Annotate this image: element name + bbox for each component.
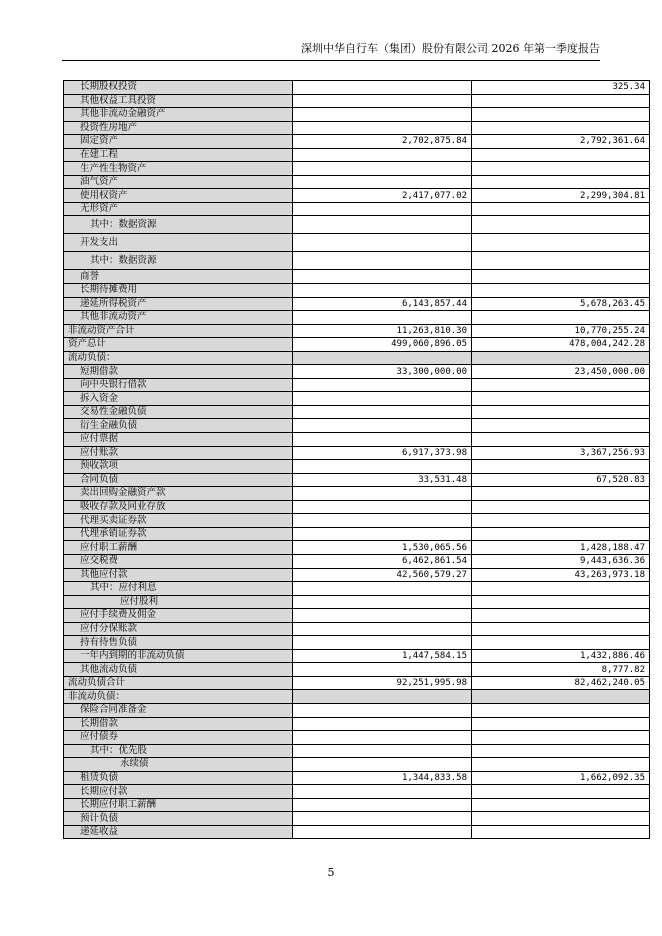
row-label: 应付股利 <box>64 595 293 609</box>
table-row <box>64 108 650 122</box>
row-label: 合同负债 <box>64 473 293 487</box>
prior-period-value <box>472 94 650 108</box>
prior-period-value <box>472 798 650 812</box>
current-period-value: 42,560,579.27 <box>293 568 472 582</box>
balance-sheet-body <box>64 81 650 839</box>
table-row <box>64 405 650 419</box>
row-label: 应付票据 <box>64 433 293 447</box>
table-row <box>64 527 650 541</box>
prior-period-value <box>472 744 650 758</box>
prior-period-value <box>472 636 650 650</box>
current-period-value: 33,531.48 <box>293 473 472 487</box>
row-label: 应付账款 <box>64 446 293 460</box>
table-row <box>64 554 650 568</box>
prior-period-value <box>472 825 650 839</box>
prior-period-value: 23,450,000.00 <box>472 365 650 379</box>
current-period-value <box>293 162 472 176</box>
table-row <box>64 500 650 514</box>
row-label: 短期借款 <box>64 365 293 379</box>
table-row <box>64 351 650 365</box>
table-row <box>64 162 650 176</box>
prior-period-value <box>472 703 650 717</box>
prior-period-value <box>472 460 650 474</box>
prior-period-value <box>472 270 650 284</box>
prior-period-value: 67,520.83 <box>472 473 650 487</box>
row-label: 保险合同准备金 <box>64 703 293 717</box>
prior-period-value <box>472 202 650 216</box>
table-row <box>64 460 650 474</box>
table-row <box>64 663 650 677</box>
table-row <box>64 785 650 799</box>
table-row <box>64 595 650 609</box>
current-period-value <box>293 758 472 772</box>
row-label: 代理承销证券款 <box>64 527 293 541</box>
prior-period-value <box>472 175 650 189</box>
prior-period-value: 43,263,973.18 <box>472 568 650 582</box>
prior-period-value: 8,777.82 <box>472 663 650 677</box>
row-label: 应交税费 <box>64 554 293 568</box>
current-period-value <box>293 284 472 298</box>
table-row <box>64 81 650 95</box>
current-period-value <box>293 582 472 596</box>
row-label: 长期借款 <box>64 717 293 731</box>
page-number: 5 <box>327 866 335 879</box>
current-period-value: 6,917,373.98 <box>293 446 472 460</box>
table-row <box>64 175 650 189</box>
current-period-value <box>293 252 472 270</box>
table-row <box>64 378 650 392</box>
row-label: 生产性生物资产 <box>64 162 293 176</box>
current-period-value <box>293 663 472 677</box>
row-label: 其中：应付利息 <box>64 582 293 596</box>
table-row <box>64 324 650 338</box>
current-period-value <box>293 311 472 325</box>
table-row <box>64 365 650 379</box>
current-period-value <box>293 514 472 528</box>
row-label: 应付分保账款 <box>64 622 293 636</box>
table-row <box>64 514 650 528</box>
row-label: 吸收存款及同业存放 <box>64 500 293 514</box>
current-period-value <box>293 785 472 799</box>
current-period-value <box>293 234 472 252</box>
current-period-value <box>293 825 472 839</box>
row-label: 应付债券 <box>64 731 293 745</box>
current-period-value <box>293 595 472 609</box>
table-row <box>64 731 650 745</box>
prior-period-value: 325.34 <box>472 81 650 95</box>
table-row <box>64 234 650 252</box>
prior-period-value <box>472 514 650 528</box>
row-label: 租赁负债 <box>64 771 293 785</box>
table-row <box>64 311 650 325</box>
table-row <box>64 148 650 162</box>
current-period-value: 11,263,810.30 <box>293 324 472 338</box>
prior-period-value: 478,004,242.28 <box>472 338 650 352</box>
prior-period-value <box>472 108 650 122</box>
table-row <box>64 771 650 785</box>
row-label: 衍生金融负债 <box>64 419 293 433</box>
current-period-value <box>293 609 472 623</box>
current-period-value: 6,462,861.54 <box>293 554 472 568</box>
row-label: 使用权资产 <box>64 189 293 203</box>
row-label: 流动负债： <box>64 351 293 365</box>
prior-period-value <box>472 812 650 826</box>
row-label: 长期应付职工薪酬 <box>64 798 293 812</box>
current-period-value: 2,702,875.84 <box>293 135 472 149</box>
report-title: 深圳中华自行车（集团）股份有限公司 2026 年第一季度报告 <box>301 42 600 55</box>
table-row <box>64 338 650 352</box>
prior-period-value: 1,432,886.46 <box>472 649 650 663</box>
table-row <box>64 433 650 447</box>
prior-period-value <box>472 582 650 596</box>
table-row <box>64 202 650 216</box>
row-label: 持有待售负债 <box>64 636 293 650</box>
current-period-value <box>293 500 472 514</box>
current-period-value <box>293 216 472 234</box>
table-row <box>64 541 650 555</box>
table-row <box>64 798 650 812</box>
row-label: 开发支出 <box>64 234 293 252</box>
prior-period-value <box>472 785 650 799</box>
table-row <box>64 473 650 487</box>
table-row <box>64 392 650 406</box>
prior-period-value <box>472 731 650 745</box>
row-label: 其他权益工具投资 <box>64 94 293 108</box>
prior-period-value <box>472 351 650 365</box>
row-label: 永续债 <box>64 758 293 772</box>
current-period-value <box>293 812 472 826</box>
row-label: 流动负债合计 <box>64 676 293 690</box>
table-row <box>64 690 650 704</box>
prior-period-value: 82,462,240.05 <box>472 676 650 690</box>
row-label: 递延所得税资产 <box>64 297 293 311</box>
prior-period-value <box>472 595 650 609</box>
current-period-value: 1,530,065.56 <box>293 541 472 555</box>
table-row <box>64 135 650 149</box>
current-period-value <box>293 460 472 474</box>
table-row <box>64 270 650 284</box>
prior-period-value <box>472 234 650 252</box>
row-label: 代理买卖证券款 <box>64 514 293 528</box>
table-row <box>64 487 650 501</box>
current-period-value <box>293 798 472 812</box>
row-label: 卖出回购金融资产款 <box>64 487 293 501</box>
current-period-value <box>293 717 472 731</box>
current-period-value: 6,143,857.44 <box>293 297 472 311</box>
current-period-value <box>293 351 472 365</box>
prior-period-value <box>472 311 650 325</box>
prior-period-value <box>472 252 650 270</box>
prior-period-value <box>472 162 650 176</box>
row-label: 其他应付款 <box>64 568 293 582</box>
table-row <box>64 252 650 270</box>
prior-period-value: 3,367,256.93 <box>472 446 650 460</box>
row-label: 应付职工薪酬 <box>64 541 293 555</box>
table-row <box>64 189 650 203</box>
prior-period-value: 2,792,361.64 <box>472 135 650 149</box>
prior-period-value: 5,678,263.45 <box>472 297 650 311</box>
current-period-value <box>293 703 472 717</box>
current-period-value <box>293 690 472 704</box>
current-period-value <box>293 636 472 650</box>
prior-period-value <box>472 690 650 704</box>
row-label: 预计负债 <box>64 812 293 826</box>
table-row <box>64 717 650 731</box>
prior-period-value <box>472 148 650 162</box>
row-label: 资产总计 <box>64 338 293 352</box>
current-period-value <box>293 175 472 189</box>
page-header <box>62 40 600 61</box>
prior-period-value <box>472 405 650 419</box>
current-period-value <box>293 731 472 745</box>
current-period-value <box>293 81 472 95</box>
prior-period-value <box>472 121 650 135</box>
current-period-value <box>293 744 472 758</box>
prior-period-value: 10,770,255.24 <box>472 324 650 338</box>
row-label: 其他非流动资产 <box>64 311 293 325</box>
current-period-value <box>293 622 472 636</box>
prior-period-value <box>472 216 650 234</box>
current-period-value: 499,060,896.05 <box>293 338 472 352</box>
row-label: 其他非流动金融资产 <box>64 108 293 122</box>
row-label: 其他流动负债 <box>64 663 293 677</box>
prior-period-value <box>472 622 650 636</box>
prior-period-value <box>472 500 650 514</box>
row-label: 在建工程 <box>64 148 293 162</box>
current-period-value: 2,417,077.02 <box>293 189 472 203</box>
current-period-value <box>293 419 472 433</box>
row-label: 其中：优先股 <box>64 744 293 758</box>
table-row <box>64 703 650 717</box>
prior-period-value <box>472 392 650 406</box>
row-label: 其中：数据资源 <box>64 216 293 234</box>
table-row <box>64 758 650 772</box>
current-period-value <box>293 148 472 162</box>
current-period-value: 1,344,833.58 <box>293 771 472 785</box>
current-period-value <box>293 433 472 447</box>
table-row <box>64 609 650 623</box>
row-label: 预收款项 <box>64 460 293 474</box>
current-period-value <box>293 378 472 392</box>
table-row <box>64 94 650 108</box>
current-period-value <box>293 487 472 501</box>
table-row <box>64 649 650 663</box>
prior-period-value <box>472 284 650 298</box>
table-row <box>64 216 650 234</box>
prior-period-value: 1,428,188.47 <box>472 541 650 555</box>
prior-period-value <box>472 758 650 772</box>
table-row <box>64 121 650 135</box>
row-label: 固定资产 <box>64 135 293 149</box>
table-row <box>64 636 650 650</box>
table-row <box>64 825 650 839</box>
prior-period-value: 9,443,636.36 <box>472 554 650 568</box>
current-period-value: 33,300,000.00 <box>293 365 472 379</box>
prior-period-value <box>472 433 650 447</box>
prior-period-value <box>472 527 650 541</box>
current-period-value: 92,251,995.98 <box>293 676 472 690</box>
row-label: 无形资产 <box>64 202 293 216</box>
row-label: 非流动负债： <box>64 690 293 704</box>
table-row <box>64 676 650 690</box>
row-label: 商誉 <box>64 270 293 284</box>
prior-period-value: 1,662,092.35 <box>472 771 650 785</box>
table-row <box>64 582 650 596</box>
current-period-value <box>293 270 472 284</box>
row-label: 应付手续费及佣金 <box>64 609 293 623</box>
row-label: 交易性金融负债 <box>64 405 293 419</box>
prior-period-value <box>472 419 650 433</box>
row-label: 长期待摊费用 <box>64 284 293 298</box>
prior-period-value <box>472 717 650 731</box>
table-row <box>64 812 650 826</box>
row-label: 拆入资金 <box>64 392 293 406</box>
table-row <box>64 568 650 582</box>
row-label: 长期应付款 <box>64 785 293 799</box>
current-period-value <box>293 94 472 108</box>
current-period-value <box>293 392 472 406</box>
row-label: 长期股权投资 <box>64 81 293 95</box>
row-label: 其中：数据资源 <box>64 252 293 270</box>
current-period-value: 1,447,584.15 <box>293 649 472 663</box>
prior-period-value: 2,299,304.81 <box>472 189 650 203</box>
row-label: 递延收益 <box>64 825 293 839</box>
table-row <box>64 284 650 298</box>
prior-period-value <box>472 487 650 501</box>
current-period-value <box>293 527 472 541</box>
current-period-value <box>293 108 472 122</box>
table-row <box>64 622 650 636</box>
table-row <box>64 446 650 460</box>
prior-period-value <box>472 609 650 623</box>
row-label: 向中央银行借款 <box>64 378 293 392</box>
current-period-value <box>293 405 472 419</box>
balance-sheet-table <box>63 80 650 839</box>
prior-period-value <box>472 378 650 392</box>
table-row <box>64 419 650 433</box>
row-label: 油气资产 <box>64 175 293 189</box>
row-label: 投资性房地产 <box>64 121 293 135</box>
table-row <box>64 744 650 758</box>
table-row <box>64 297 650 311</box>
row-label: 非流动资产合计 <box>64 324 293 338</box>
current-period-value <box>293 121 472 135</box>
row-label: 一年内到期的非流动负债 <box>64 649 293 663</box>
current-period-value <box>293 202 472 216</box>
